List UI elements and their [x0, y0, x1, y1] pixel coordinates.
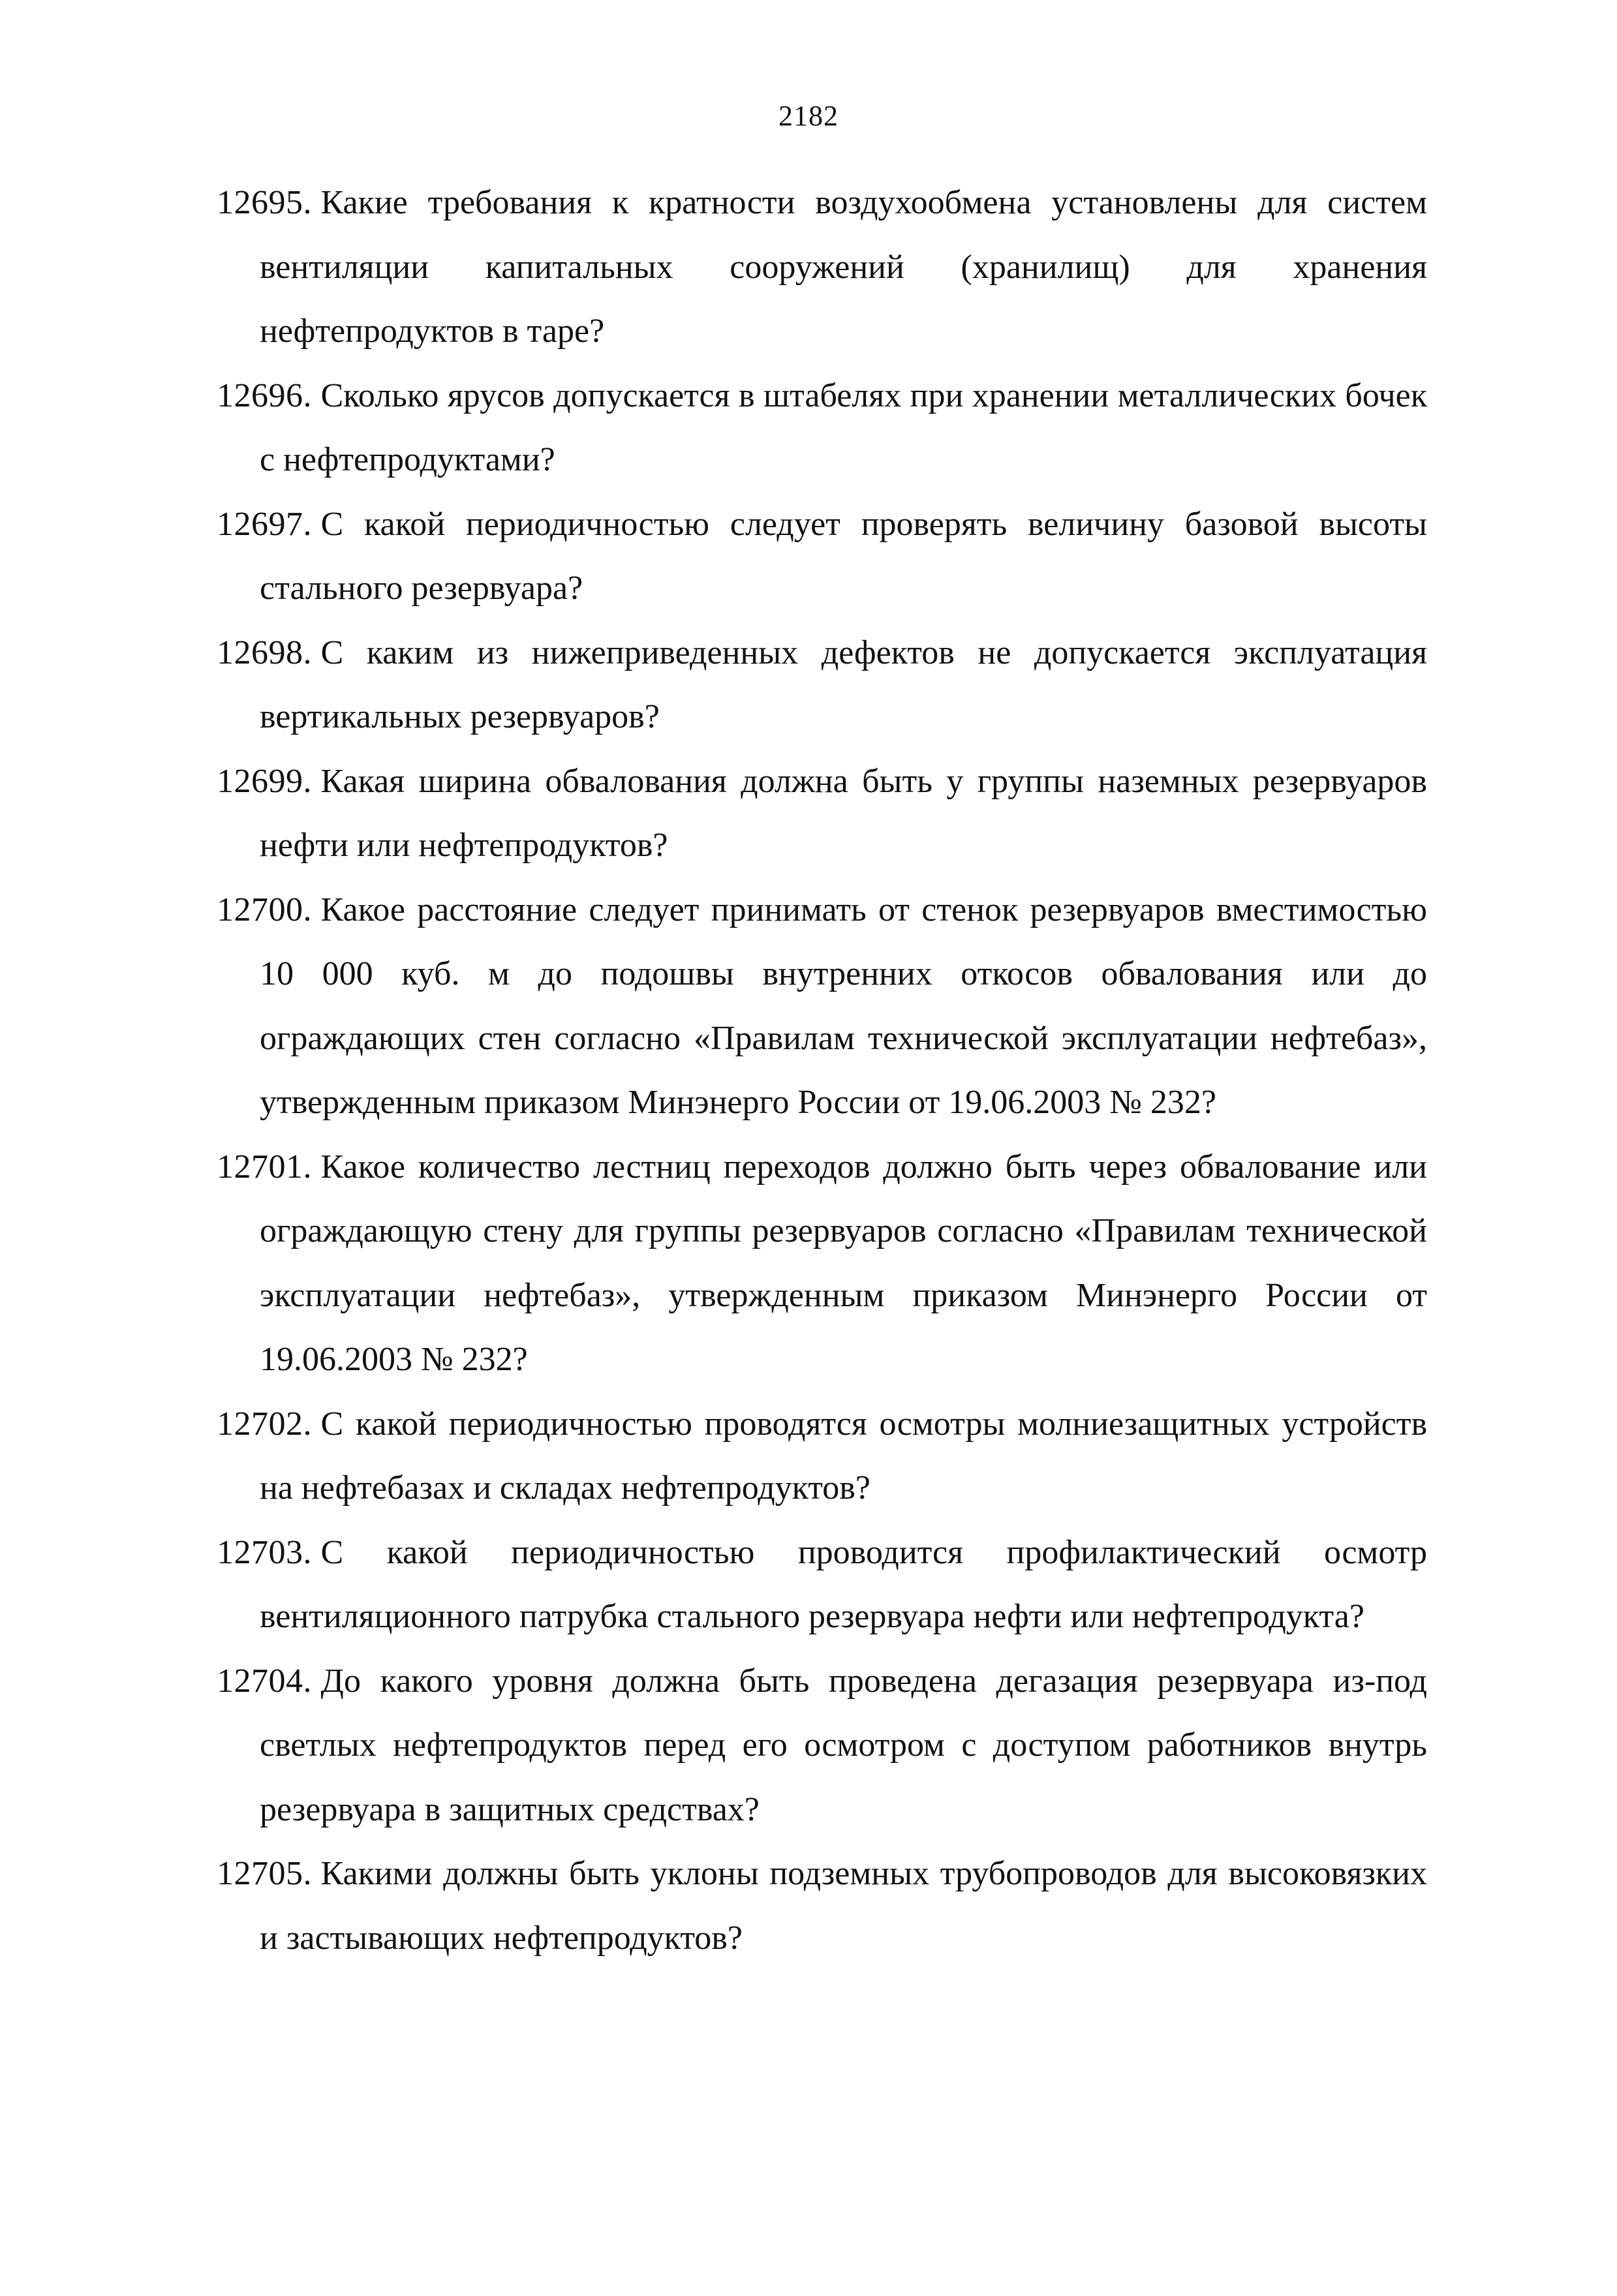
question-text: Сколько ярусов допускается в штабелях при хранении металлических бочек с нефтепродуктами? [260, 376, 1427, 478]
question-number: 12698 [217, 634, 303, 671]
question-number: 12697 [217, 505, 303, 543]
question-text: Какие требования к кратности воздухообмена установлены для систем вентиляции капитальных сооружений (хранилищ) для хранения нефтепродуктов в таре? [260, 184, 1427, 350]
question-item: 12705. Какими должны быть уклоны подземных трубопроводов для высоковязких и застывающих нефтепродуктов? [217, 1855, 1427, 1957]
question-number: 12699 [217, 762, 303, 800]
question-item: 12704. До какого уровня должна быть проведена дегазация резервуара из-под светлых нефтепродуктов перед его осмотром с доступом работников внутрь резервуара в защитных средствах? [217, 1662, 1427, 1828]
question-item: 12702. С какой периодичностью проводятся осмотры молниезащитных устройств на нефтебазах и складах нефтепродуктов? [217, 1405, 1427, 1507]
question-item: 12699. Какая ширина обвалования должна быть у группы наземных резервуаров нефти или нефтепродуктов? [217, 762, 1427, 864]
question-text: С какой периодичностью проводятся осмотры молниезащитных устройств на нефтебазах и складах нефтепродуктов? [260, 1405, 1427, 1507]
question-item: 12695. Какие требования к кратности воздухообмена установлены для систем вентиляции капитальных сооружений (хранилищ) для хранения нефтепродуктов в таре? [217, 184, 1427, 350]
question-number: 12700 [217, 891, 303, 928]
question-number: 12695 [217, 184, 303, 221]
question-text: С какой периодичностью проводится профилактический осмотр вентиляционного патрубка стального резервуара нефти или нефтепродукта? [260, 1533, 1427, 1635]
question-item: 12703. С какой периодичностью проводится профилактический осмотр вентиляционного патрубка стального резервуара нефти или нефтепродукта? [217, 1533, 1427, 1635]
question-text: С каким из нижеприведенных дефектов не допускается эксплуатация вертикальных резервуаров? [260, 634, 1427, 735]
question-list [217, 171, 1427, 1970]
question-number: 12696 [217, 376, 303, 414]
question-item: 12698. С каким из нижеприведенных дефектов не допускается эксплуатация вертикальных резервуаров? [217, 634, 1427, 735]
question-text: До какого уровня должна быть проведена дегазация резервуара из-под светлых нефтепродуктов перед его осмотром с доступом работников внутрь резервуара в защитных средствах? [260, 1662, 1427, 1828]
page-number: 2182 [778, 100, 839, 132]
question-number: 12701 [217, 1148, 303, 1186]
question-text: Какая ширина обвалования должна быть у группы наземных резервуаров нефти или нефтепродуктов? [260, 762, 1427, 864]
question-number: 12702 [217, 1405, 303, 1443]
question-number: 12704 [217, 1662, 303, 1700]
question-item: 12701. Какое количество лестниц переходов должно быть через обвалование или ограждающую стену для группы резервуаров согласно «Правилам технической эксплуатации нефтебаз», утвержденным приказом Минэнерго России от 19.06.2003 № 232? [217, 1148, 1427, 1378]
question-number: 12703 [217, 1533, 303, 1571]
question-item: 12696. Сколько ярусов допускается в штабелях при хранении металлических бочек с нефтепродуктами? [217, 376, 1427, 478]
question-text: С какой периодичностью следует проверять величину базовой высоты стального резервуара? [260, 505, 1427, 607]
question-item: 12697. С какой периодичностью следует проверять величину базовой высоты стального резервуара? [217, 505, 1427, 607]
question-text: Какое количество лестниц переходов должно быть через обвалование или ограждающую стену для группы резервуаров согласно «Правилам технической эксплуатации нефтебаз», утвержденным приказом Минэнерго России от 19.06.2003 № 232? [260, 1148, 1427, 1378]
question-number: 12705 [217, 1855, 303, 1892]
question-text: Какими должны быть уклоны подземных трубопроводов для высоковязких и застывающих нефтепродуктов? [260, 1855, 1427, 1957]
question-text: Какое расстояние следует принимать от стенок резервуаров вместимостью 10 000 куб. м до подошвы внутренних откосов обвалования или до ограждающих стен согласно «Правилам технической эксплуатации нефтебаз», утвержденным приказом Минэнерго России от 19.06.2003 № 232? [260, 891, 1427, 1121]
question-item: 12700. Какое расстояние следует принимать от стенок резервуаров вместимостью 10 000 куб. м до подошвы внутренних откосов обвалования или до ограждающих стен согласно «Правилам технической эксплуатации нефтебаз», утвержденным приказом Минэнерго России от 19.06.2003 № 232? [217, 891, 1427, 1121]
